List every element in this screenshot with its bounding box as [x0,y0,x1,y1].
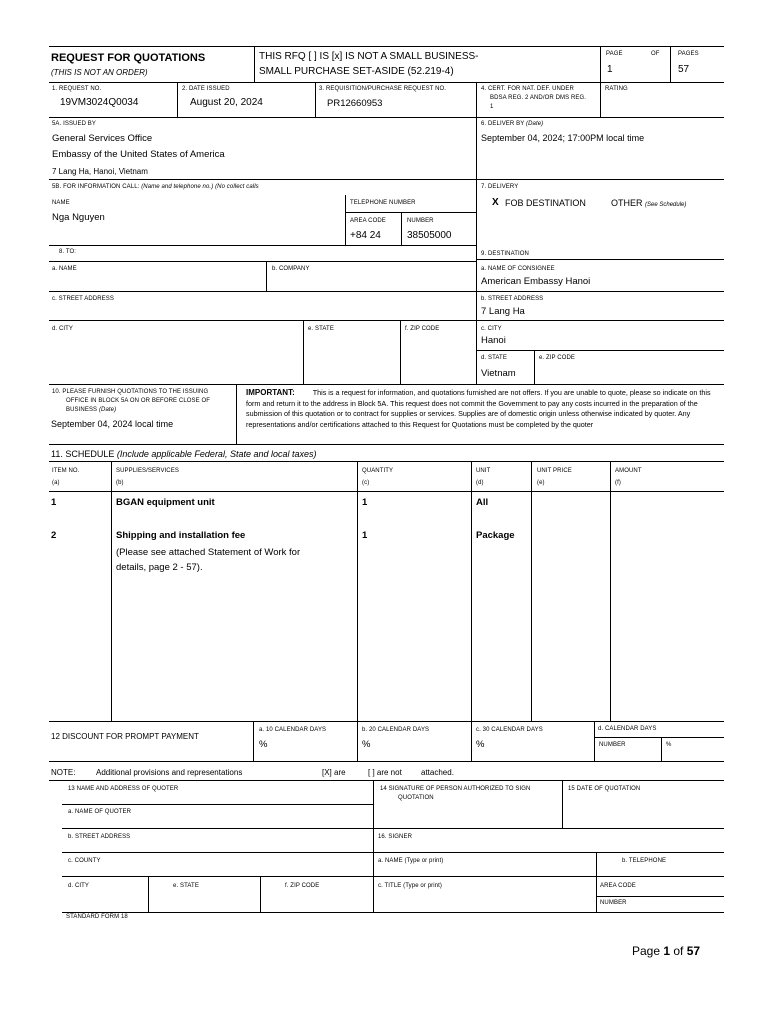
form-title: REQUEST FOR QUOTATIONS [51,52,206,64]
area-code: +84 24 [350,230,381,241]
rule [303,320,304,384]
delivery-other-text: OTHER [611,198,643,208]
discount-number-label: NUMBER [599,742,626,748]
col-header-quantity: QUANTITY [362,468,394,474]
rule [600,82,601,117]
signer-area-code-label: AREA CODE [600,883,636,889]
rule [111,461,112,721]
rule [315,82,316,117]
discount-days-percent: % [666,742,672,748]
rule [49,461,724,462]
dest-street: 7 Lang Ha [481,306,525,317]
date-issued: August 20, 2024 [190,97,263,108]
quotation-date-label: 15 DATE OF QUOTATION [568,786,641,792]
rule [49,721,724,722]
delivery-other [611,198,686,208]
signer-label: 16. SIGNER [378,834,413,840]
dest-state: Vietnam [481,368,516,379]
note-are: [X] are [322,768,346,777]
request-no: 19VM3024Q0034 [60,97,139,108]
item-2-note-1: (Please see attached Statement of Work for [116,547,301,558]
rule [49,491,724,492]
cert-label-3: 1 [490,104,494,110]
to-street-label: c. STREET ADDRESS [52,296,114,302]
schedule-title-text: 11. SCHEDULE [51,449,115,459]
pages-label: PAGES [678,51,699,57]
rfq-set-aside-line2: SMALL PURCHASE SET-ASIDE (52.219-4) [259,66,454,77]
to-label: 8. TO: [59,249,77,255]
consignee-name: American Embassy Hanoi [481,276,591,287]
requisition-label: 3. REQUISITION/PURCHASE REQUEST NO. [319,86,447,92]
discount-label: 12 DISCOUNT FOR PROMPT PAYMENT [51,732,199,741]
contact-name-label: NAME [52,200,70,206]
contact-name: Nga Nguyen [52,212,105,223]
item-2-desc: Shipping and installation fee [116,530,246,541]
number-label: NUMBER [407,218,434,224]
rule [62,852,724,853]
rule [49,780,724,781]
date-issued-label: 2. DATE ISSUED [182,86,230,92]
dest-state-label: d. STATE [481,355,507,361]
deliver-by-label-text: 6. DELIVER BY [481,121,525,127]
rating-label: RATING [605,86,628,92]
rule [49,761,724,762]
deliver-by-value: September 04, 2024; 17:00PM local time [481,133,645,143]
note-are-not: [ ] are not [368,768,402,777]
rfq-set-aside-line1: THIS RFQ [ ] IS [x] IS NOT A SMALL BUSINESS- [259,51,479,62]
to-name-label: a. NAME [52,266,77,272]
rule [49,245,476,246]
rule [661,737,662,761]
item-2-unit: Package [476,530,515,541]
rule [49,261,476,262]
delivery-label: 7. DELIVERY [481,184,519,190]
item-1-unit: All [476,497,489,508]
dest-city: Hanoi [481,335,506,346]
rule [476,259,724,260]
rule [596,852,597,913]
info-call-label [52,184,259,190]
rule [49,291,724,292]
rule [476,82,477,252]
furnish-label-2: OFFICE IN BLOCK 5A ON OR BEFORE CLOSE OF [66,398,211,404]
note-label: NOTE: [51,768,76,777]
issued-by-label: 5A. ISSUED BY [52,121,96,127]
rule [670,46,671,82]
cert-label-2: BDSA REG. 2 AND/OR DMS REG. [490,95,587,101]
rule [610,461,611,721]
dest-city-label: c. CITY [481,326,502,332]
rule [594,737,724,738]
signer-title-label: c. TITLE (Type or print) [378,883,442,889]
page-footer-mid: of [670,944,687,958]
rule [266,261,267,292]
rule [62,912,724,913]
col-header-unit: UNIT [476,468,491,474]
quoter-street-label: b. STREET ADDRESS [68,834,131,840]
item-1-qty: 1 [362,497,368,508]
note-attached: attached. [421,768,454,777]
signer-number-label: NUMBER [600,900,627,906]
col-header-unit-price: UNIT PRICE [537,468,572,474]
rule [596,896,724,897]
dest-street-label: b. STREET ADDRESS [481,296,544,302]
item-2-note-2: details, page 2 - 57). [116,562,203,573]
form-subtitle: (THIS IS NOT AN ORDER) [51,68,148,77]
dest-zip-label: e. ZIP CODE [539,355,575,361]
discount-days-label: d. CALENDAR DAYS [598,726,657,732]
rule [49,444,724,445]
rule [236,384,237,444]
signer-name-label: a. NAME (Type or print) [378,858,444,864]
col-code-unit: (d) [476,480,484,486]
rule [49,179,724,180]
to-state-label: e. STATE [308,326,334,332]
rule [260,876,261,913]
rule [373,780,374,913]
furnish-label-3 [66,407,116,413]
schedule-title-suffix: (Include applicable Federal, State and local taxes) [116,449,317,459]
col-code-quantity: (c) [362,480,370,486]
discount-10-percent: % [259,739,268,750]
rule [254,46,255,82]
fob-destination: FOB DESTINATION [505,198,586,208]
rule [49,320,724,321]
signer-telephone-label: b. TELEPHONE [622,858,667,864]
col-header-item-no: ITEM NO. [52,468,80,474]
item-2-qty: 1 [362,530,368,541]
furnish-label-3-text: BUSINESS [66,407,98,413]
rule [49,117,724,118]
quoter-label: 13 NAME AND ADDRESS OF QUOTER [68,786,179,792]
page-footer-current: 1 [663,944,671,958]
rule [562,780,563,828]
rule [476,350,724,351]
deliver-by-label-suffix: (Date) [526,121,544,127]
rule [148,876,149,913]
pages-total: 57 [678,64,690,75]
delivery-other-suffix: (See Schedule) [645,202,687,208]
rule [357,461,358,761]
destination-label: 9. DESTINATION [481,251,529,257]
page-number: 1 [607,64,613,75]
rule-top [49,46,724,47]
col-header-amount: AMOUNT [615,468,642,474]
furnish-label-1: 10. PLEASE FURNISH QUOTATIONS TO THE ISSUING [52,389,209,395]
quoter-city-label: d. CITY [68,883,90,889]
furnish-date: September 04, 2024 local time [51,419,174,429]
rule [62,804,373,805]
important-label: IMPORTANT: [246,388,295,397]
rule [345,195,346,245]
area-code-label: AREA CODE [350,218,386,224]
rule [600,46,601,82]
item-2-no: 2 [51,530,57,541]
col-code-item-no: (a) [52,480,60,486]
rule [400,320,401,384]
issued-by-line2: Embassy of the United States of America [52,149,225,160]
signature-label-1: 14 SIGNATURE OF PERSON AUTHORIZED TO SIGN [380,786,531,792]
discount-20-percent: % [362,739,371,750]
quoter-county-label: c. COUNTY [68,858,101,864]
rule [49,82,724,83]
col-code-unit-price: (e) [537,480,545,486]
deliver-by-label [481,121,543,127]
rule [49,384,724,385]
rule [594,721,595,761]
rule [476,252,477,384]
of-label: OF [651,51,660,57]
fob-check-mark: X [492,197,499,208]
quoter-zip-label: f. ZIP CODE [285,883,320,889]
to-zip-label: f. ZIP CODE [405,326,440,332]
col-code-amount: (f) [615,480,621,486]
to-company-label: b. COMPANY [272,266,310,272]
phone-number: 38505000 [407,230,452,241]
page-footer-total: 57 [686,944,701,958]
to-city-label: d. CITY [52,326,74,332]
standard-form-label: STANDARD FORM 18 [66,914,128,920]
request-no-label: 1. REQUEST NO. [52,86,102,92]
rule [471,461,472,761]
col-header-supplies: SUPPLIES/SERVICES [116,468,179,474]
page-footer-prefix: Page [632,944,664,958]
info-call-label-text: 5B. FOR INFORMATION CALL: [52,184,140,190]
discount-10-label: a. 10 CALENDAR DAYS [259,727,327,733]
discount-30-label: c. 30 CALENDAR DAYS [476,727,543,733]
schedule-title [51,449,317,459]
quoter-name-label: a. NAME OF QUOTER [68,809,132,815]
rule [345,212,476,213]
telephone-label: TELEPHONE NUMBER [350,200,416,206]
page-footer [632,944,700,958]
consignee-label: a. NAME OF CONSIGNEE [481,266,555,272]
quoter-state-label: e. STATE [173,883,199,889]
important-text: This is a request for information, and quotations furnished are not offers. If you are unable to quote, please so indicate on this form and return it to the address in Block 5A. This request does not commit the Government to pay any costs incurred in the preparation of the submission of this quotation or to contract for supplies or services. Supplies are of domestic origin unless otherwise indicated by quoter. Any representations and/or certifications attached to this Request for Quotations must be completed by the quoter [246,388,711,429]
rule [253,721,254,761]
rule [177,82,178,117]
important-notice [246,388,716,430]
discount-20-label: b. 20 CALENDAR DAYS [362,727,430,733]
item-1-no: 1 [51,497,57,508]
rule [534,350,535,384]
col-code-supplies: (b) [116,480,124,486]
note-text: Additional provisions and representations [96,768,243,777]
cert-label-1: 4. CERT. FOR NAT. DEF. UNDER [481,86,574,92]
info-call-label-suffix: (Name and telephone no.) (No collect calls [141,184,259,190]
signature-label-2: QUOTATION [398,795,434,801]
issued-by-line3: 7 Lang Ha, Hanoi, Vietnam [52,167,148,176]
rule [62,828,724,829]
requisition-no: PR12660953 [327,98,383,109]
issued-by-line1: General Services Office [52,133,153,144]
rule [62,876,724,877]
furnish-label-3-suffix: (Date) [98,407,117,413]
item-1-desc: BGAN equipment unit [116,497,215,508]
rule [531,461,532,721]
discount-30-percent: % [476,739,485,750]
rule [401,212,402,245]
page-label: PAGE [606,51,623,57]
